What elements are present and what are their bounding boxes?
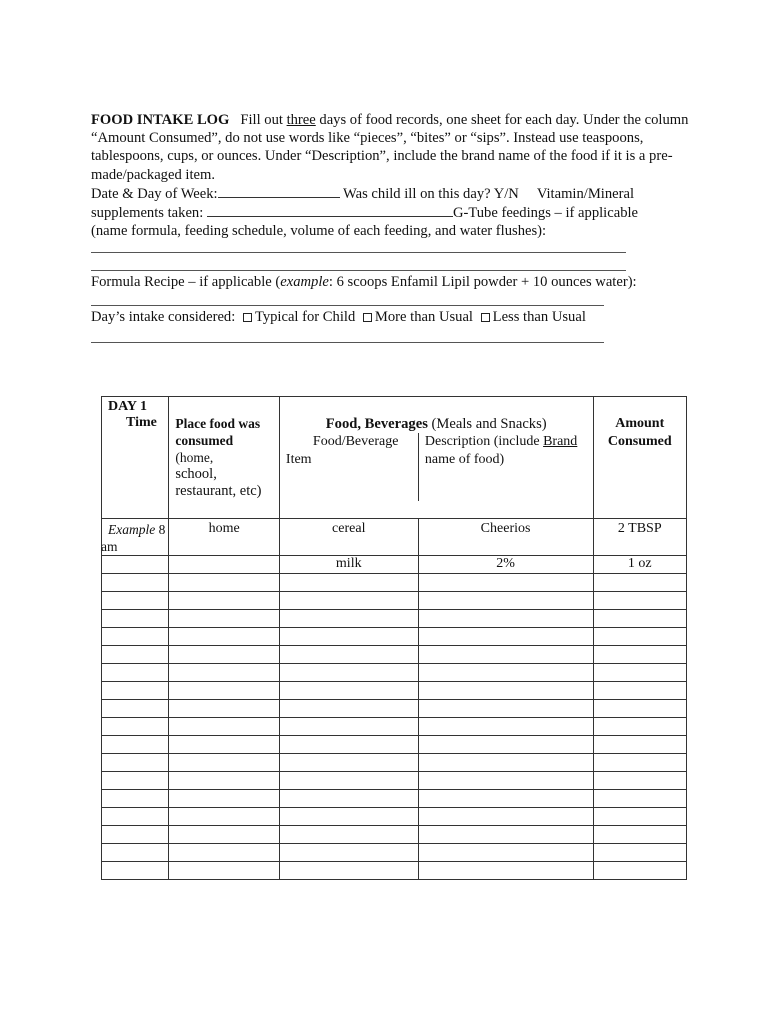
table-cell[interactable] xyxy=(102,844,169,862)
place-header-school: school, xyxy=(175,466,217,482)
table-cell[interactable] xyxy=(593,844,687,862)
food-group-bold: Food, Beverages xyxy=(325,416,428,432)
table-cell[interactable] xyxy=(593,826,687,844)
instruction-text-b: days of food records, one sheet for each day. Under the column “Amount Consumed”, do not use words like “pieces”, “bites” or “sips”. Instead use teaspoons, tablespoons, cups, or ounces. Under “Description”, include the brand name of the food if it is a pre-made/packaged item. xyxy=(91,112,689,183)
table-cell[interactable] xyxy=(418,664,593,682)
gtube-label: G-Tube feedings – if applicable xyxy=(452,205,639,222)
table-row xyxy=(102,682,687,700)
table-cell[interactable] xyxy=(102,592,169,610)
intake-line xyxy=(91,308,586,326)
table-row xyxy=(102,646,687,664)
table-row xyxy=(102,862,687,880)
table-cell[interactable] xyxy=(593,664,687,682)
more-checkbox[interactable] xyxy=(363,313,372,322)
table-cell[interactable] xyxy=(169,610,280,628)
place-header-cell xyxy=(169,397,280,519)
supplements-label: supplements taken: xyxy=(91,205,204,222)
table-row xyxy=(102,718,687,736)
table-header-row xyxy=(102,397,687,519)
instructions-block xyxy=(91,111,691,240)
table-cell[interactable] xyxy=(102,790,169,808)
table-cell[interactable] xyxy=(102,808,169,826)
table-cell[interactable] xyxy=(593,754,687,772)
instructions-paragraph xyxy=(91,111,691,184)
desc-header-b: name of food) xyxy=(424,452,505,467)
food-header-group-cell xyxy=(279,397,593,519)
food-subheaders xyxy=(280,433,593,500)
formula-example-text: : 6 scoops Enfamil Lipil powder + 10 ounces water): xyxy=(328,274,637,290)
table-cell[interactable] xyxy=(279,790,418,808)
date-line xyxy=(91,184,691,203)
day-label: DAY 1 xyxy=(108,399,148,414)
table-cell[interactable] xyxy=(593,790,687,808)
table-cell[interactable] xyxy=(102,736,169,754)
table-cell[interactable] xyxy=(169,772,280,790)
table-cell[interactable] xyxy=(169,628,280,646)
time-header-cell xyxy=(102,397,169,519)
table-cell[interactable] xyxy=(169,826,280,844)
amount-header: Amount Consumed xyxy=(607,416,672,449)
table-cell[interactable] xyxy=(418,682,593,700)
table-row xyxy=(102,754,687,772)
table-cell[interactable] xyxy=(102,574,169,592)
table-cell[interactable] xyxy=(169,754,280,772)
table-cell[interactable] xyxy=(279,574,418,592)
formula-answer-line[interactable] xyxy=(91,305,604,306)
table-cell[interactable] xyxy=(593,700,687,718)
table-cell[interactable] xyxy=(418,844,593,862)
amount-header-cell xyxy=(593,397,687,519)
vitamin-label: Vitamin/Mineral xyxy=(536,185,635,202)
table-cell[interactable] xyxy=(102,682,169,700)
less-option-label: Less than Usual xyxy=(492,309,586,325)
table-cell[interactable] xyxy=(279,826,418,844)
table-cell[interactable] xyxy=(169,718,280,736)
table-cell[interactable] xyxy=(593,682,687,700)
table-cell[interactable] xyxy=(279,664,418,682)
table-cell[interactable] xyxy=(279,772,418,790)
table-cell[interactable] xyxy=(279,862,418,880)
table-cell[interactable] xyxy=(418,610,593,628)
table-cell[interactable] xyxy=(102,628,169,646)
table-cell[interactable] xyxy=(279,808,418,826)
food-group-rest: (Meals and Snacks) xyxy=(427,416,547,432)
table-cell[interactable] xyxy=(169,736,280,754)
table-row xyxy=(102,736,687,754)
table-cell[interactable] xyxy=(418,736,593,754)
table-cell[interactable] xyxy=(593,736,687,754)
example-food-cell: cereal xyxy=(279,519,418,556)
instruction-underlined: three xyxy=(286,112,316,128)
example-row xyxy=(102,519,687,556)
example2-food-cell: milk xyxy=(279,556,418,574)
table-cell[interactable] xyxy=(418,592,593,610)
table-cell[interactable] xyxy=(102,610,169,628)
intake-label: Day’s intake considered: xyxy=(91,309,236,325)
instruction-text-a: Fill out xyxy=(240,112,287,128)
gtube-answer-line-1[interactable] xyxy=(91,252,626,253)
table-cell[interactable] xyxy=(279,754,418,772)
table-cell[interactable] xyxy=(418,754,593,772)
table-cell[interactable] xyxy=(102,718,169,736)
example2-desc-cell: 2% xyxy=(418,556,593,574)
table-cell[interactable] xyxy=(102,556,169,574)
table-cell[interactable] xyxy=(102,646,169,664)
table-row xyxy=(102,808,687,826)
table-cell[interactable] xyxy=(279,718,418,736)
table-cell[interactable] xyxy=(279,628,418,646)
gtube-detail-line: (name formula, feeding schedule, volume of each feeding, and water flushes): xyxy=(91,223,547,240)
typical-option-label: Typical for Child xyxy=(254,309,356,325)
table-row xyxy=(102,574,687,592)
place-header-paren: (home, xyxy=(175,450,214,465)
desc-header xyxy=(418,433,593,501)
table-cell[interactable] xyxy=(279,736,418,754)
table-cell[interactable] xyxy=(593,628,687,646)
place-header-bold: Place food was consumed xyxy=(175,416,261,448)
table-cell[interactable] xyxy=(593,718,687,736)
table-cell[interactable] xyxy=(418,700,593,718)
form-title: FOOD INTAKE LOG xyxy=(91,112,230,128)
table-cell[interactable] xyxy=(169,592,280,610)
gtube-answer-line-2[interactable] xyxy=(91,270,626,271)
example2-amount-cell: 1 oz xyxy=(593,556,687,574)
intake-answer-line[interactable] xyxy=(91,342,604,343)
example-place-cell: home xyxy=(169,519,280,556)
table-cell[interactable] xyxy=(102,826,169,844)
typical-checkbox[interactable] xyxy=(243,313,252,322)
table-cell[interactable] xyxy=(418,772,593,790)
table-cell[interactable] xyxy=(169,664,280,682)
formula-label: Formula Recipe – if applicable ( xyxy=(91,274,281,290)
table-cell[interactable] xyxy=(169,844,280,862)
food-group-header xyxy=(280,397,593,433)
example-row-2 xyxy=(102,556,687,574)
table-cell[interactable] xyxy=(418,628,593,646)
table-cell[interactable] xyxy=(279,844,418,862)
less-checkbox[interactable] xyxy=(481,313,490,322)
table-cell[interactable] xyxy=(593,574,687,592)
table-cell[interactable] xyxy=(593,772,687,790)
food-item-header: Food/Beverage Item xyxy=(285,434,399,467)
table-cell[interactable] xyxy=(418,790,593,808)
table-cell[interactable] xyxy=(593,610,687,628)
desc-header-a: Description (include xyxy=(424,434,544,449)
table-cell[interactable] xyxy=(593,592,687,610)
example-time-num: 8 xyxy=(155,522,166,537)
example-time-cell xyxy=(102,519,169,556)
table-cell[interactable] xyxy=(418,646,593,664)
table-cell[interactable] xyxy=(169,574,280,592)
more-option-label: More than Usual xyxy=(374,309,473,325)
example2-place-cell xyxy=(169,556,280,574)
table-cell[interactable] xyxy=(169,682,280,700)
table-cell[interactable] xyxy=(418,718,593,736)
date-label: Date & Day of Week: xyxy=(91,185,218,202)
desc-header-brand: Brand xyxy=(543,434,578,449)
table-cell[interactable] xyxy=(169,700,280,718)
table-cell[interactable] xyxy=(418,826,593,844)
table-row xyxy=(102,664,687,682)
date-field[interactable] xyxy=(218,184,340,198)
table-cell[interactable] xyxy=(102,772,169,790)
supplements-field[interactable] xyxy=(207,203,453,217)
formula-line xyxy=(91,273,637,291)
table-cell[interactable] xyxy=(593,646,687,664)
table-cell[interactable] xyxy=(102,700,169,718)
table-cell[interactable] xyxy=(169,808,280,826)
table-row xyxy=(102,592,687,610)
table-row xyxy=(102,772,687,790)
table-cell[interactable] xyxy=(102,862,169,880)
table-cell[interactable] xyxy=(102,754,169,772)
table-cell[interactable] xyxy=(418,574,593,592)
table-cell[interactable] xyxy=(279,700,418,718)
example-word: Example xyxy=(108,522,156,537)
supplements-line xyxy=(91,203,691,222)
table-cell[interactable] xyxy=(279,610,418,628)
table-row xyxy=(102,700,687,718)
table-row xyxy=(102,790,687,808)
ill-question: Was child ill on this day? Y/N xyxy=(343,185,519,202)
table-cell[interactable] xyxy=(418,808,593,826)
table-cell[interactable] xyxy=(593,862,687,880)
table-cell[interactable] xyxy=(418,862,593,880)
table-row xyxy=(102,826,687,844)
table-row xyxy=(102,610,687,628)
example-time-am: am xyxy=(101,539,118,554)
table-row xyxy=(102,628,687,646)
example-amount-cell: 2 TBSP xyxy=(593,519,687,556)
table-cell[interactable] xyxy=(279,592,418,610)
table-cell[interactable] xyxy=(169,790,280,808)
table-row xyxy=(102,844,687,862)
formula-example-word: example xyxy=(280,274,329,290)
place-header-rest: restaurant, etc) xyxy=(175,483,262,499)
table-cell[interactable] xyxy=(279,646,418,664)
time-header: Time xyxy=(126,415,157,430)
table-cell[interactable] xyxy=(169,646,280,664)
table-cell[interactable] xyxy=(102,664,169,682)
food-log-table xyxy=(101,396,687,880)
table-cell[interactable] xyxy=(169,862,280,880)
example-desc-cell: Cheerios xyxy=(418,519,593,556)
table-cell[interactable] xyxy=(279,682,418,700)
table-cell[interactable] xyxy=(593,808,687,826)
